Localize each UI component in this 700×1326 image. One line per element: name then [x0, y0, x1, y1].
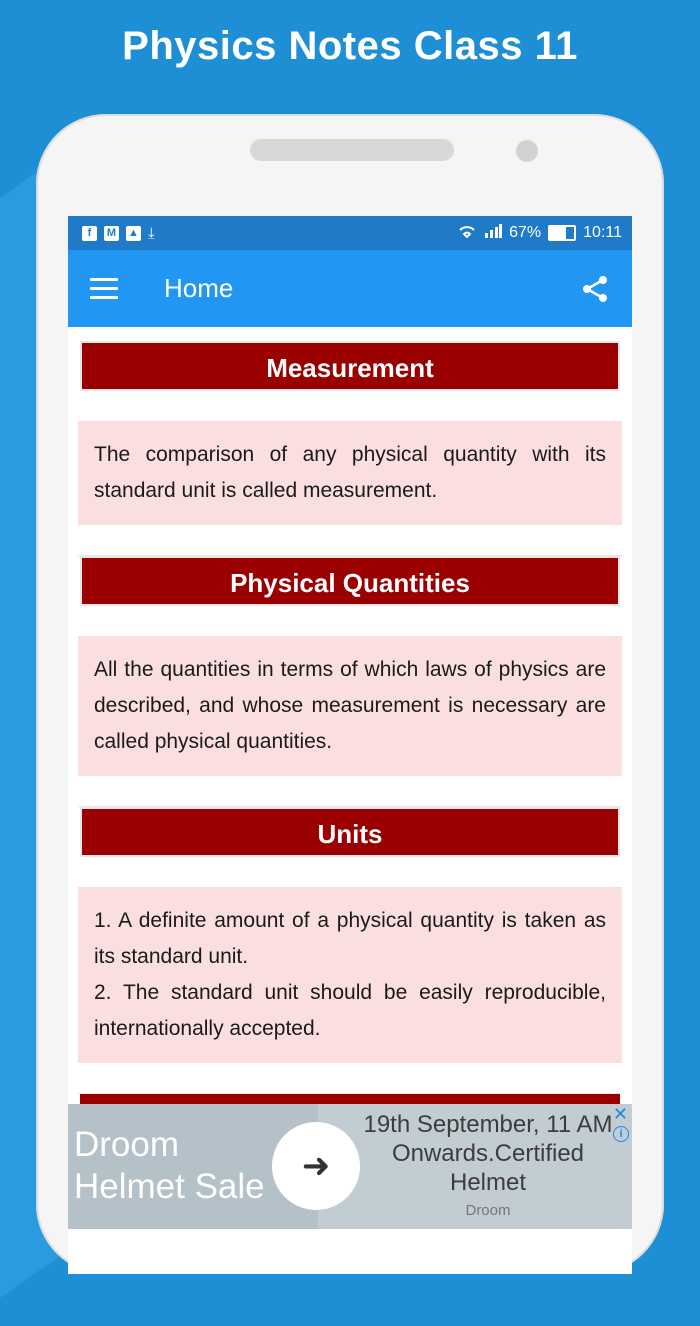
image-icon: ▲	[126, 226, 141, 241]
ad-banner[interactable]	[68, 1104, 632, 1229]
section-body	[78, 636, 622, 776]
phone-camera	[516, 140, 538, 162]
gmail-icon: M	[104, 226, 119, 241]
ad-arrow-button[interactable]	[272, 1122, 360, 1210]
section-body	[78, 887, 622, 1063]
section-units[interactable]	[78, 807, 622, 1063]
facebook-icon: f	[82, 226, 97, 241]
clock: 10:11	[583, 224, 622, 241]
ad-source: Droom	[465, 1202, 511, 1219]
download-icon: ⤓	[148, 224, 155, 242]
section-body	[78, 421, 622, 525]
ad-description: 19th September, 11 AM Onwards.Certified Helmet	[363, 1111, 613, 1196]
ad-headline: Droom Helmet Sale	[74, 1125, 265, 1206]
section-text: The comparison of any physical quantity with its standard unit is called measurement.	[94, 443, 606, 502]
status-bar	[68, 216, 632, 250]
section-text: 2. The standard unit should be easily reproducible, internationally accepted.	[94, 981, 606, 1040]
arrow-right-icon: ➜	[301, 1147, 331, 1185]
ad-close-icon[interactable]: ✕	[612, 1104, 628, 1124]
phone-speaker	[250, 139, 454, 161]
section-text: 1. A definite amount of a physical quantity is taken as its standard unit.	[94, 909, 606, 968]
app-bar	[68, 250, 632, 327]
wifi-icon	[457, 224, 477, 242]
section-header[interactable]: Units	[80, 807, 620, 857]
battery-percent: 67%	[509, 224, 542, 241]
ad-info-icon[interactable]: i	[613, 1126, 629, 1142]
phone-frame	[36, 114, 664, 1274]
battery-icon	[548, 225, 576, 241]
section-measurement[interactable]	[78, 341, 622, 525]
hamburger-menu-icon[interactable]	[90, 278, 118, 299]
section-header[interactable]: Measurement	[80, 341, 620, 391]
promo-title: Physics Notes Class 11	[122, 24, 578, 68]
section-text: All the quantities in terms of which laws of physics are described, and whose measurement is necessary are called physical quantities.	[94, 658, 606, 753]
section-physical-quantities[interactable]	[78, 556, 622, 776]
signal-icon	[484, 224, 502, 242]
notes-content[interactable]	[68, 327, 632, 1134]
section-header[interactable]: Physical Quantities	[80, 556, 620, 606]
phone-screen	[68, 216, 632, 1274]
app-bar-title: Home	[164, 273, 234, 303]
share-icon[interactable]	[580, 274, 610, 304]
